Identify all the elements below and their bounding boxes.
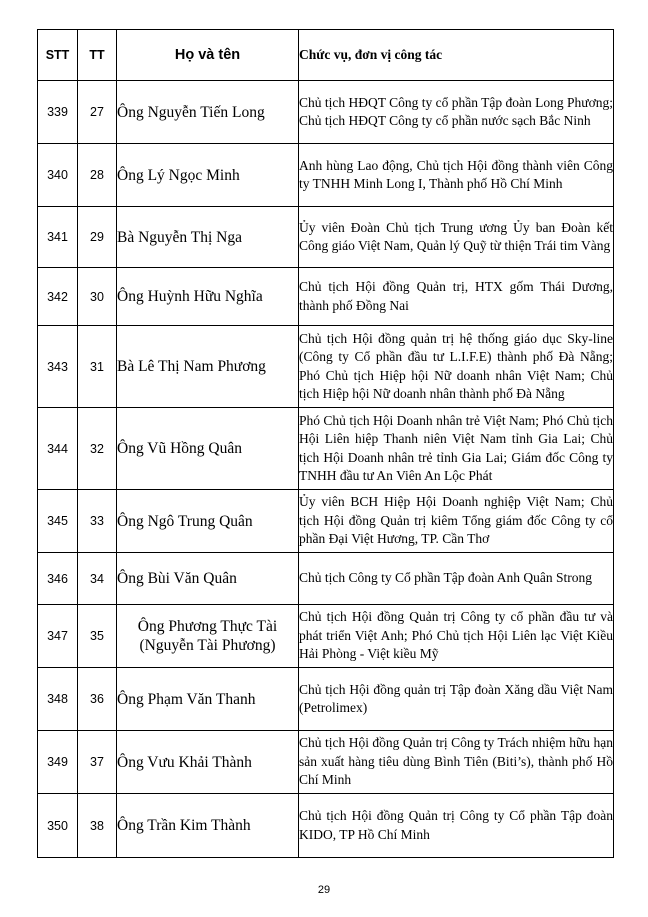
table-row [38,605,614,668]
row-tt: 32 [78,408,117,490]
row-name: Ông Huỳnh Hữu Nghĩa [117,268,299,326]
row-name: Ông Lý Ngọc Minh [117,144,299,207]
row-stt: 349 [38,731,78,794]
row-tt: 30 [78,268,117,326]
row-stt: 348 [38,668,78,731]
row-stt: 350 [38,794,78,858]
row-stt: 339 [38,81,78,144]
row-tt: 33 [78,490,117,553]
row-name: Ông Trần Kim Thành [117,794,299,858]
page-number: 29 [317,884,331,896]
row-position: Chủ tịch Hội đồng quản trị Tập đoàn Xăng dầu Việt Nam (Petrolimex) [299,668,614,731]
row-tt: 37 [78,731,117,794]
row-stt: 346 [38,553,78,605]
row-position: Ủy viên Đoàn Chủ tịch Trung ương Ủy ban Đoàn kết Công giáo Việt Nam, Quản lý Quỹ từ thiện Trái tim Vàng [299,207,614,268]
table-row [38,81,614,144]
row-position: Chủ tịch Công ty Cổ phần Tập đoàn Anh Quân Strong [299,553,614,605]
table-body [38,81,614,858]
header-title: Chức vụ, đơn vị công tác [299,30,614,81]
row-position: Chủ tịch Hội đồng Quản trị Công ty Cổ phần Tập đoàn KIDO, TP Hồ Chí Minh [299,794,614,858]
row-position: Anh hùng Lao động, Chủ tịch Hội đồng thành viên Công ty TNHH Minh Long I, Thành phố Hồ Chí Minh [299,144,614,207]
roster-table [37,29,614,858]
row-name: Ông Phương Thực Tài (Nguyễn Tài Phương) [117,605,299,668]
row-position: Chủ tịch Hội đồng Quản trị Công ty cổ phần đầu tư và phát triển Việt Anh; Phó Chủ tịch Hội Liên lạc Việt Kiều Hải Phòng - Việt kiều Mỹ [299,605,614,668]
table-row [38,408,614,490]
row-stt: 347 [38,605,78,668]
header-tt: TT [78,30,117,81]
row-tt: 28 [78,144,117,207]
row-name: Bà Lê Thị Nam Phương [117,326,299,408]
row-name: Bà Nguyễn Thị Nga [117,207,299,268]
table-row [38,668,614,731]
row-stt: 341 [38,207,78,268]
row-position: Chủ tịch Hội đồng Quản trị Công ty Trách nhiệm hữu hạn sản xuất hàng tiêu dùng Bình Tiên (Biti’s), thành phố Hồ Chí Minh [299,731,614,794]
table-row [38,553,614,605]
row-name: Ông Vưu Khải Thành [117,731,299,794]
row-name: Ông Vũ Hồng Quân [117,408,299,490]
row-position: Ủy viên BCH Hiệp Hội Doanh nghiệp Việt Nam; Chủ tịch Hội đồng Quản trị kiêm Tổng giám đốc Công ty cổ phần Đại Việt Hương, TP. Cần Thơ [299,490,614,553]
row-tt: 38 [78,794,117,858]
table-row [38,207,614,268]
header-stt: STT [38,30,78,81]
row-position: Chủ tịch Hội đồng Quản trị, HTX gốm Thái Dương, thành phố Đồng Nai [299,268,614,326]
row-tt: 31 [78,326,117,408]
row-position: Chủ tịch HĐQT Công ty cổ phần Tập đoàn Long Phương; Chủ tịch HĐQT Công ty cổ phần nước sạch Bắc Ninh [299,81,614,144]
table-row [38,144,614,207]
table-row [38,268,614,326]
row-position: Phó Chủ tịch Hội Doanh nhân trẻ Việt Nam; Phó Chủ tịch Hội Liên hiệp Thanh niên Việt Nam tỉnh Gia Lai; Chủ tịch Hội Doanh nhân trẻ tỉnh Gia Lai; Giám đốc Công ty TNHH đầu tư An Viên An Lộc Phát [299,408,614,490]
table-row [38,794,614,858]
row-tt: 34 [78,553,117,605]
row-tt: 35 [78,605,117,668]
row-name: Ông Ngô Trung Quân [117,490,299,553]
row-stt: 345 [38,490,78,553]
table-row [38,731,614,794]
row-position: Chủ tịch Hội đồng quản trị hệ thống giáo dục Sky-line (Công ty Cổ phần đầu tư L.I.F.E) thành phố Đà Nẵng; Phó Chủ tịch Hiệp hội Nữ doanh nhân Việt Nam; Chủ tịch Hiệp hội Nữ doanh nhân thành phố Đà Nẵng [299,326,614,408]
row-name: Ông Bùi Văn Quân [117,553,299,605]
row-stt: 342 [38,268,78,326]
row-stt: 343 [38,326,78,408]
row-stt: 344 [38,408,78,490]
table-row [38,490,614,553]
header-name: Họ và tên [117,30,299,81]
row-name: Ông Nguyễn Tiến Long [117,81,299,144]
row-tt: 36 [78,668,117,731]
row-tt: 29 [78,207,117,268]
row-stt: 340 [38,144,78,207]
row-tt: 27 [78,81,117,144]
row-name: Ông Phạm Văn Thanh [117,668,299,731]
table-row [38,326,614,408]
table-header-row [38,30,614,81]
